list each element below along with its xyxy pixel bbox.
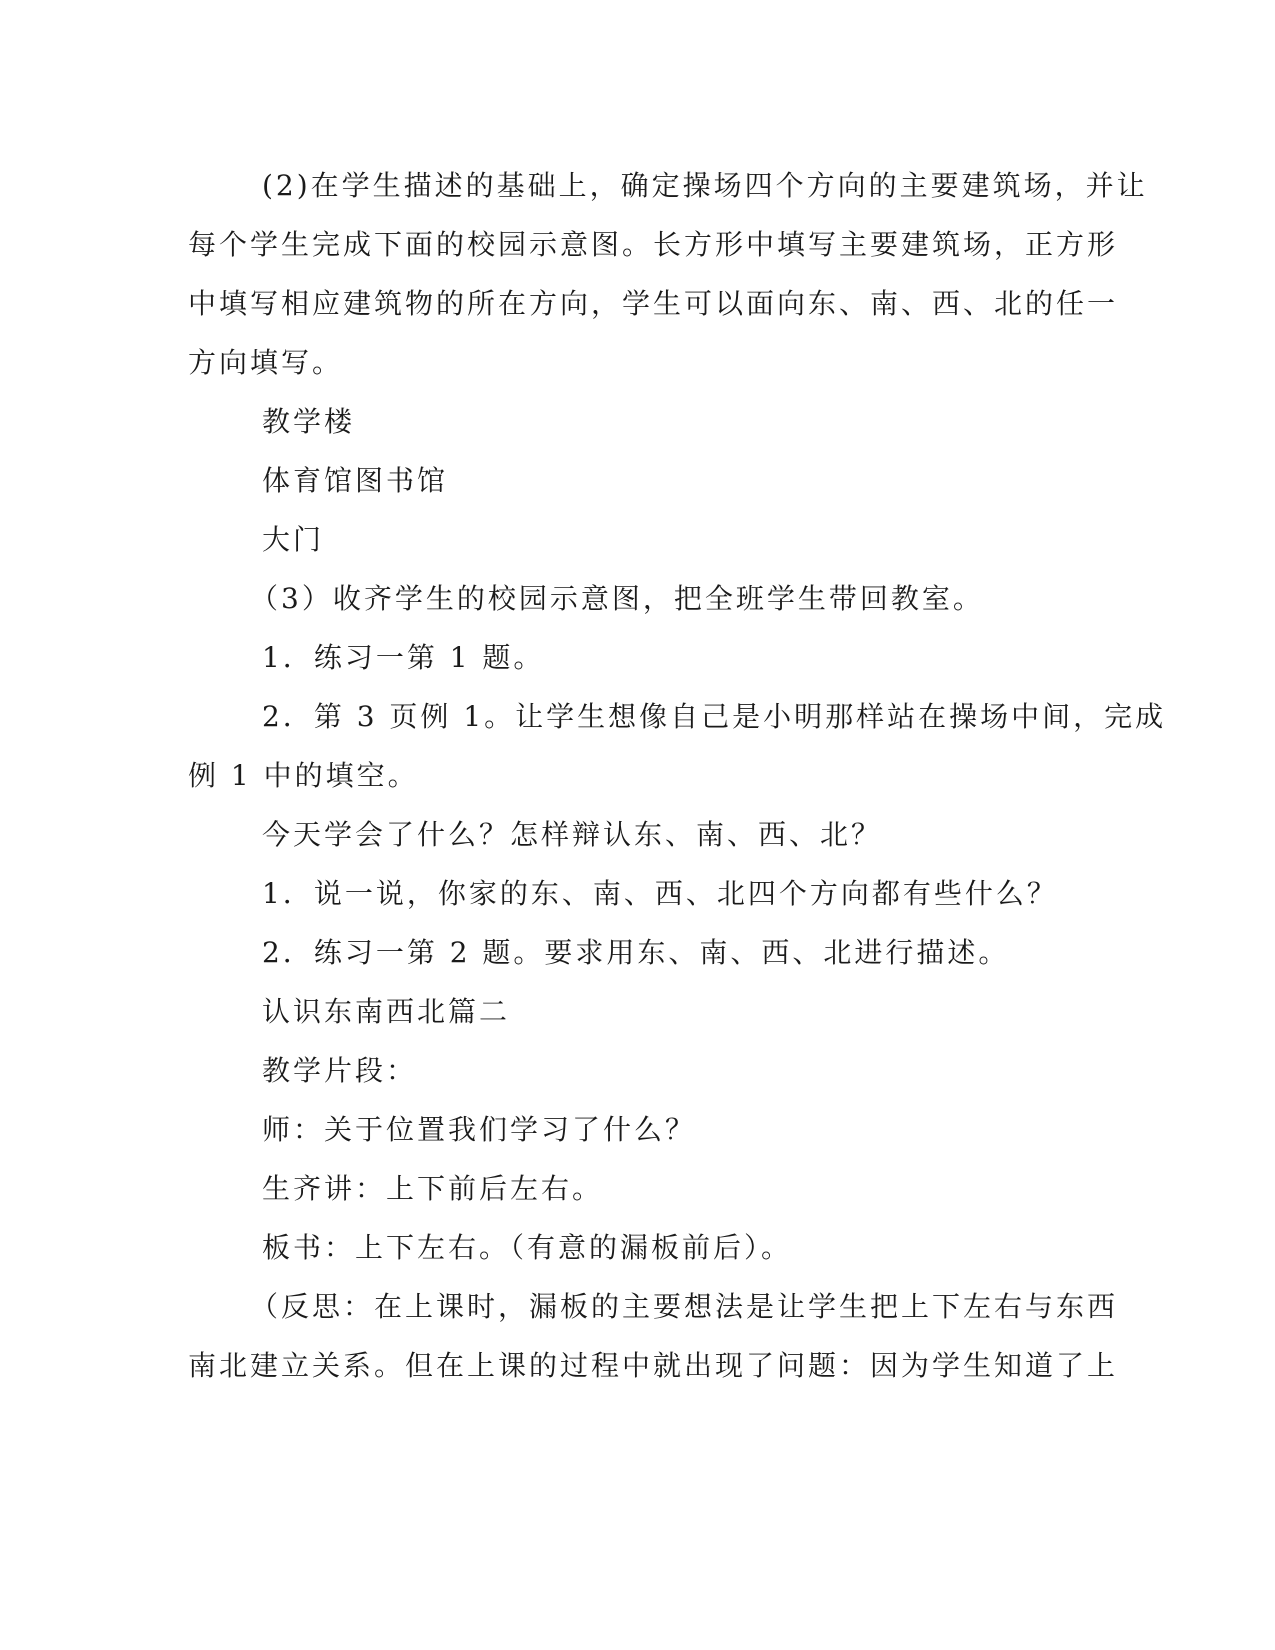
exercise-item: 2．练习一第 2 题。要求用东、南、西、北进行描述。 [262, 936, 1010, 969]
paragraph-line: （3）收齐学生的校园示意图，把全班学生带回教室。 [250, 582, 984, 615]
paragraph-line: 教学片段： [262, 1054, 418, 1087]
paragraph-line: (2)在学生描述的基础上，确定操场四个方向的主要建筑场，并让 [262, 169, 1148, 202]
exercise-item: 1．说一说，你家的东、南、西、北四个方向都有些什么？ [262, 877, 1058, 910]
paragraph-line: 今天学会了什么？怎样辩认东、南、西、北？ [262, 818, 883, 851]
dialogue-line: 生齐讲：上下前后左右。 [262, 1172, 604, 1205]
paragraph-line: 中填写相应建筑物的所在方向，学生可以面向东、南、西、北的任一 [188, 287, 1119, 320]
diagram-label-teaching-building: 教学楼 [262, 405, 356, 438]
diagram-label-gym-library: 体育馆图书馆 [262, 464, 449, 497]
diagram-label-gate: 大门 [262, 523, 325, 556]
dialogue-line: 板书：上下左右。（有意的漏板前后）。 [262, 1231, 793, 1264]
exercise-item: 2．第 3 页例 1。让学生想像自己是小明那样站在操场中间，完成 [262, 700, 1167, 733]
paragraph-line: 方向填写。 [188, 346, 344, 379]
paragraph-line: （反思：在上课时，漏板的主要想法是让学生把上下左右与东西 [250, 1290, 1119, 1323]
exercise-item: 1．练习一第 1 题。 [262, 641, 545, 674]
paragraph-line: 例 1 中的填空。 [188, 759, 419, 792]
paragraph-line: 南北建立关系。但在上课的过程中就出现了问题：因为学生知道了上 [188, 1349, 1119, 1382]
section-title: 认识东南西北篇二 [262, 995, 511, 1028]
dialogue-line: 师：关于位置我们学习了什么？ [262, 1113, 697, 1146]
paragraph-line: 每个学生完成下面的校园示意图。长方形中填写主要建筑场，正方形 [188, 228, 1119, 261]
